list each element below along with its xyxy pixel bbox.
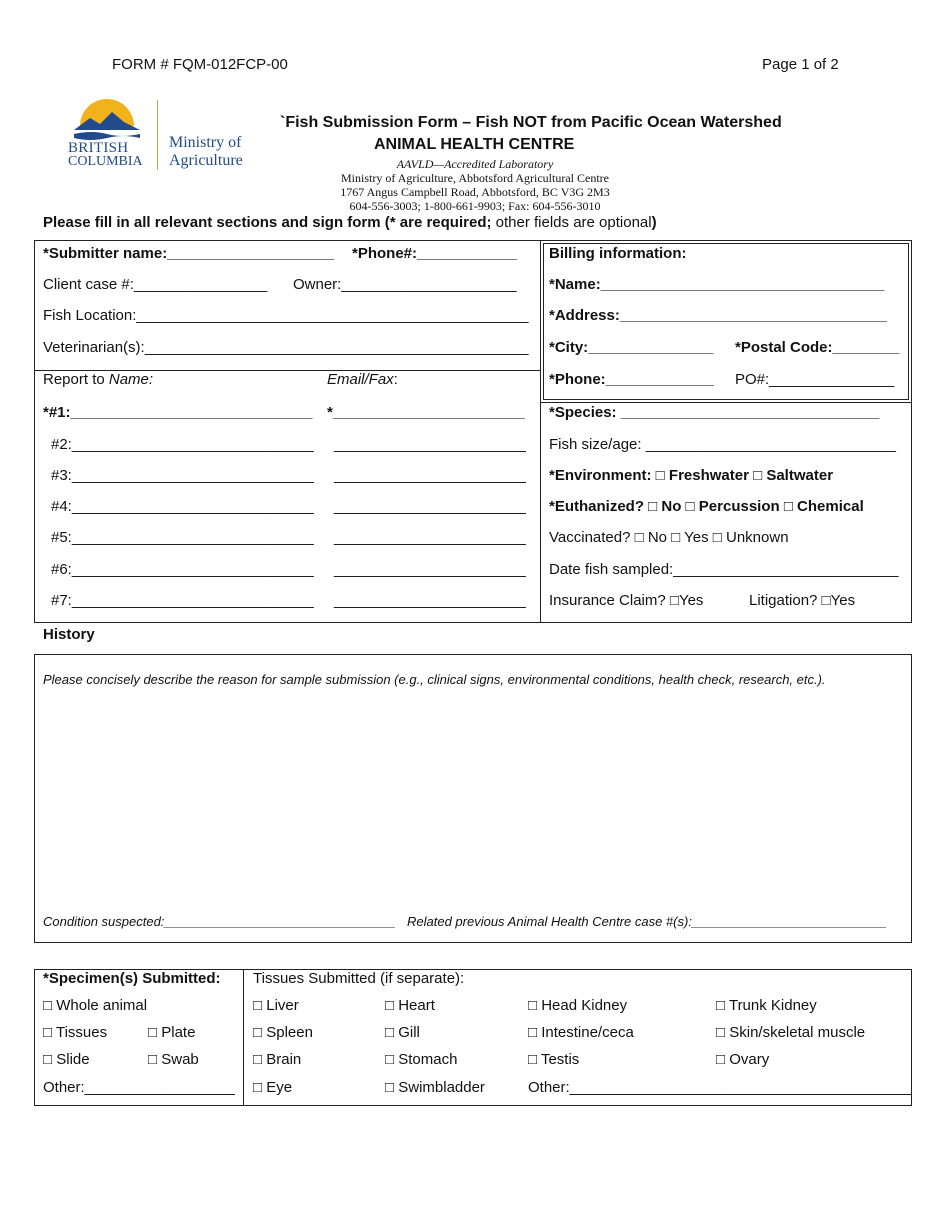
trunk-kidney-checkbox[interactable]: □ Trunk Kidney <box>716 997 817 1014</box>
testis-checkbox[interactable]: □ Testis <box>528 1051 580 1068</box>
species-field[interactable]: *Species: _______________________________ <box>549 404 880 421</box>
spleen-checkbox[interactable]: □ Spleen <box>253 1024 313 1041</box>
billing-title: Billing information: <box>549 245 687 262</box>
tissues-checkbox[interactable]: □ Tissues <box>43 1024 108 1041</box>
liver-checkbox[interactable]: □ Liver <box>253 997 299 1014</box>
report-email-4[interactable]: _______________________ <box>334 498 526 515</box>
swimbladder-checkbox[interactable]: □ Swimbladder <box>385 1079 485 1096</box>
report-to-label: Report to Name: <box>43 371 154 388</box>
whole-animal-checkbox[interactable]: □ Whole animal <box>43 997 148 1014</box>
sun-mountain-icon <box>72 96 142 142</box>
report-name-6[interactable]: #6:_____________________________ <box>51 561 314 578</box>
eye-checkbox[interactable]: □ Eye <box>253 1079 293 1096</box>
veterinarian-field[interactable]: Veterinarian(s):______________________________________________ <box>43 339 529 356</box>
owner-field[interactable]: Owner:_____________________ <box>293 276 517 293</box>
report-email-7[interactable]: _______________________ <box>334 592 526 609</box>
report-name-4[interactable]: #4:_____________________________ <box>51 498 314 515</box>
history-prompt: Please concisely describe the reason for sample submission (e.g., clinical signs, environmental conditions, health check, research, etc.). <box>43 672 826 687</box>
brain-checkbox[interactable]: □ Brain <box>253 1051 302 1068</box>
euthanized-options[interactable]: *Euthanized? □ No □ Percussion □ Chemical <box>549 498 864 515</box>
email-fax-label: Email/Fax: <box>327 371 398 388</box>
fish-size-age-field[interactable]: Fish size/age: ______________________________ <box>549 436 896 453</box>
skin-muscle-checkbox[interactable]: □ Skin/skeletal muscle <box>716 1024 866 1041</box>
billing-postal-field[interactable]: *Postal Code:________ <box>735 339 900 356</box>
report-name-1[interactable]: *#1:_____________________________ <box>43 404 313 421</box>
billing-phone-field[interactable]: *Phone:_____________ <box>549 371 715 388</box>
date-sampled-field[interactable]: Date fish sampled:___________________________ <box>549 561 899 578</box>
report-email-5[interactable]: _______________________ <box>334 529 526 546</box>
billing-address-field[interactable]: *Address:________________________________ <box>549 307 887 324</box>
ovary-checkbox[interactable]: □ Ovary <box>716 1051 770 1068</box>
report-email-3[interactable]: _______________________ <box>334 467 526 484</box>
litigation-checkbox[interactable]: Litigation? □Yes <box>749 592 856 609</box>
submitter-name-field[interactable]: *Submitter name:____________________ <box>43 245 335 262</box>
insurance-claim-checkbox[interactable]: Insurance Claim? □Yes <box>549 592 704 609</box>
logo-ministry-line2: Agriculture <box>169 152 243 169</box>
tissues-heading: Tissues Submitted (if separate): <box>253 970 465 987</box>
report-email-6[interactable]: _______________________ <box>334 561 526 578</box>
stomach-checkbox[interactable]: □ Stomach <box>385 1051 458 1068</box>
contact-line: 604-556-3003; 1-800-661-9903; Fax: 604-556-3010 <box>349 199 601 213</box>
report-name-5[interactable]: #5:_____________________________ <box>51 529 314 546</box>
report-email-2[interactable]: _______________________ <box>334 436 526 453</box>
history-heading: History <box>43 626 95 643</box>
history-box[interactable] <box>34 654 912 943</box>
tissues-other-field[interactable]: Other:_________________________________________ <box>528 1079 912 1096</box>
phone-field[interactable]: *Phone#:____________ <box>352 245 518 262</box>
form-title: `Fish Submission Form – Fish NOT from Pacific Ocean Watershed <box>280 114 782 131</box>
report-name-3[interactable]: #3:_____________________________ <box>51 467 314 484</box>
fish-location-field[interactable]: Fish Location:_______________________________________________ <box>43 307 529 324</box>
report-name-2[interactable]: #2:_____________________________ <box>51 436 314 453</box>
client-case-field[interactable]: Client case #:________________ <box>43 276 268 293</box>
logo-line1: BRITISH <box>68 140 129 156</box>
heart-checkbox[interactable]: □ Heart <box>385 997 435 1014</box>
head-kidney-checkbox[interactable]: □ Head Kidney <box>528 997 628 1014</box>
billing-name-field[interactable]: *Name:__________________________________ <box>549 276 885 293</box>
logo-ministry-line1: Ministry of <box>169 134 242 151</box>
vaccinated-options[interactable]: Vaccinated? □ No □ Yes □ Unknown <box>549 529 789 546</box>
specimen-heading: *Specimen(s) Submitted: <box>43 970 221 987</box>
logo-line2: COLUMBIA <box>68 154 143 169</box>
form-number: FORM # FQM-012FCP-00 <box>112 56 288 73</box>
related-case-field[interactable]: Related previous Animal Health Centre case #(s):___________________________ <box>407 914 888 929</box>
accreditation: AAVLD—Accredited Laboratory <box>396 157 554 171</box>
address-line2: 1767 Angus Campbell Road, Abbotsford, BC V3G 2M3 <box>340 185 610 199</box>
billing-city-field[interactable]: *City:_______________ <box>549 339 714 356</box>
address-line1: Ministry of Agriculture, Abbotsford Agricultural Centre <box>341 171 609 185</box>
plate-checkbox[interactable]: □ Plate <box>148 1024 196 1041</box>
billing-po-field[interactable]: PO#:_______________ <box>735 371 895 388</box>
report-name-7[interactable]: #7:_____________________________ <box>51 592 314 609</box>
gill-checkbox[interactable]: □ Gill <box>385 1024 420 1041</box>
condition-suspected-field[interactable]: Condition suspected:________________________________ <box>43 914 396 929</box>
slide-checkbox[interactable]: □ Slide <box>43 1051 90 1068</box>
centre-title: ANIMAL HEALTH CENTRE <box>374 136 575 153</box>
swab-checkbox[interactable]: □ Swab <box>148 1051 199 1068</box>
environment-options[interactable]: *Environment: □ Freshwater □ Saltwater <box>549 467 834 484</box>
instructions: Please fill in all relevant sections and sign form (* are required; other fields are optional) <box>43 214 657 231</box>
specimen-other-field[interactable]: Other:__________________ <box>43 1079 235 1096</box>
report-email-1[interactable]: *_______________________ <box>327 404 525 421</box>
intestine-checkbox[interactable]: □ Intestine/ceca <box>528 1024 634 1041</box>
page-indicator: Page 1 of 2 <box>762 56 839 73</box>
